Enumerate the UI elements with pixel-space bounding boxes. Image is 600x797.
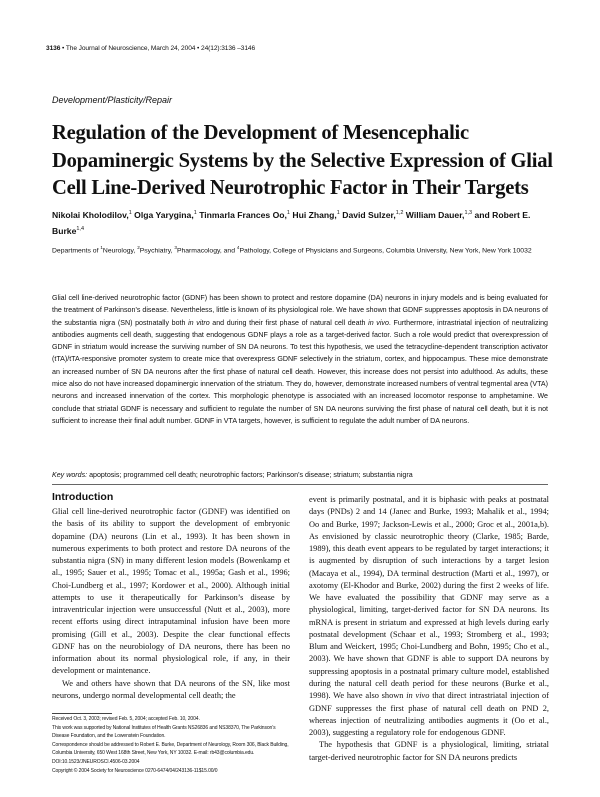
author-name: Hui Zhang, [292,209,337,220]
affiliation-sup: 4 [236,245,240,250]
abstract-text: Glial cell line-derived neurotrophic factor (GDNF) has been shown to protect and restore dopamine (DA) neurons in injury models and is being evaluated for the treatment of Parkinson’s disease. Nevertheless, little is known of its physiological role. We have shown that GDNF suppresses apoptosis in DA neurons of the substantia nigra (SN) postnatally both [52,294,548,327]
body-column-left [52,506,290,702]
body-paragraph: The hypothesis that GDNF is a physiological, limiting, striatal target-derived neurotrophic factor for SN DA neurons predicts [309,740,549,762]
running-head: 3136 • The Journal of Neuroscience, March 24, 2004 • 24(12):3136 –3146 [46,45,256,52]
abstract-text: . Furthermore, intrastriatal injection of neutralizing antibodies augments cell death, suggesting that endogenous GDNF plays a role as a target-derived factor. Such a role would predict that overexpression of GDNF in striatum would increase the surviving number of SN DA neurons. To test this hypothesis, we used the tetracycline-dependent transcription activator (tTA)/tTA-responsive promoter system to create mice that overexpress GDNF selectively in the striatum, cortex, and hippocampus. These mice demonstrate an increased number of SN DA neurons after the first phase of natural cell death. However, this increase does not persist into adulthood. As adults, these mice also do not have increased dopaminergic innervation of the striatum. They do, however, demonstrate increased numbers of ventral tegmental area (VTA) neurons and increased innervation of the cortex. This morphologic phenotype is associated with an increased locomotor response to amphetamine. We conclude that striatal GDNF is necessary and sufficient to regulate the number of SN DA neurons surviving the first phase of natural cell death, but it is not sufficient to increase their final adult number. GDNF in VTA targets, however, is sufficient to regulate the adult number of DA neurons. [52,318,548,425]
author-affil-sup: 1 [336,210,340,216]
author-name: and Robert E. Burke [52,209,531,236]
author-name: Nikolai Kholodilov, [52,209,129,220]
article-title: Regulation of the Development of Mesencephalic Dopaminergic Systems by the Selective Expression of Glial Cell Line-Derived Neurotrophic Factor in Their Targets [52,122,553,199]
affiliation-text: Pathology, College of Physicians and Surgeons, Columbia University, New York, New York 10032 [239,247,532,255]
author-name: Olga Yarygina, [134,209,194,220]
journal-citation: The Journal of Neuroscience, March 24, 2004 [65,45,196,52]
footnote-doi: DOI:10.1523/JNEUROSCI.4506-03.2004 [52,758,140,765]
footnote-copyright: Copyright © 2004 Society for Neuroscience 0270-6474/04/243136-11$15.00/0 [52,767,218,774]
author-affil-sup: 1,2 [395,210,404,216]
author-list [52,206,552,238]
affiliation-text: Neurology, [102,247,138,255]
body-text: event is primarily postnatal, and it is biphasic with peaks at postnatal days (PNDs) 2 and 14 (Janec and Burke, 1993; Mahalik et al., 1994; Oo and Burke, 1997; Jackson-Lewis et al., 2000; Groc et al., 2001a,b). As envisioned by classic neurotrophic theory (Clarke, 1985; Barde, 1989), this death event appears to be regulated by target interactions; it is augmented by disruption of such interactions by a target lesion (Macaya et al., 1994), DA terminal destruction (Marti et al., 1997), or axotomy (El-Khodor and Burke, 2002) during the first 2 weeks of life. We have evaluated the possibility that GDNF may serve as a physiological, limiting, target-derived factor for SN DA neurons. Its mRNA is present in striatum and expressed at high levels during early postnatal development (Schaar et al., 1993; Stromberg et al., 1993; Blum and Weickert, 1995; Choi-Lundberg and Bohn, 1995; Cho et al., 2003). We have shown that GDNF is able to support DA neurons by suppressing apoptosis in a postnatal primary culture model, established during the natural cell death period for these neurons (Burke et al., 1998). We have also shown [309,495,549,701]
body-paragraph: Glial cell line-derived neurotrophic factor (GDNF) was identified on the basis of its ability to support the development of embryonic dopamine (DA) neurons (Lin et al., 1993). It has been shown in numerous experiments to both protect and restore DA neurons of the substantia nigra (SN) in many different lesion models (Bowenkamp et al., 1995; Sauer et al., 1995; Tomac et al., 1995a; Gash et al., 1996; Choi-Lundberg et al., 1997; Kordower et al., 2000). Although initial attempts to use it therapeutically for Parkinson’s disease by intraventricular injection were unsuccessful (Nutt et al., 2003), more recent efforts using direct intraputaminal infusion have been more promising (Gill et al., 2003). Despite the clear functional effects GDNF has on the neurobiology of DA neurons, there has been no information about its normal physiological role, if any, in their development or maintenance. [52,507,290,676]
affiliation-sup: 3 [174,245,177,250]
section-label: Development/Plasticity/Repair [52,95,173,105]
author-affil-sup: 1 [128,210,132,216]
page-number: 3136 [46,45,61,52]
section-divider [52,484,548,485]
body-column-right [309,494,549,764]
footnotes [52,715,292,775]
body-paragraph: We and others have shown that DA neurons of the SN, like most neurons, undergo normal developmental cell death; the [52,678,290,700]
affiliation-prefix: Departments of [52,247,101,255]
author-name: William Dauer, [405,209,465,220]
footnote-support: This work was supported by National Institutes of Health Grants NS26836 and NS38370, The Parkinson’s Disease Foundation, and the Lowenstein Foundation. [52,724,276,740]
author-affil-sup: 1,4 [76,225,85,232]
affiliation-sup: 2 [137,245,140,250]
volume-pages: 24(12):3136 –3146 [201,45,256,52]
author-name: Tinmarla Frances Oo, [199,209,287,220]
keywords-label: Key words: [52,471,88,479]
abstract-text: and during their first phase of natural cell death [209,318,369,327]
abstract-italic: in vitro [188,318,210,327]
abstract-italic: in vivo [368,318,389,327]
abstract [52,292,548,427]
footnote-correspondence: Correspondence should be addressed to Robert E. Burke, Department of Neurology, Room 306, Black Building, Columbia University, 650 West 168th Street, New York, NY 10032. E-mail: rb43@columbia.edu. [52,741,289,757]
affiliations [52,242,550,256]
affiliation-text: Psychiatry, [139,247,175,255]
footnote-received: Received Oct. 3, 2003; revised Feb. 5, 2004; accepted Feb. 10, 2004. [52,716,200,722]
body-text: that direct intrastriatal injection of GDNF suppresses the first phase of natural cell death on PND 2, whereas injection of neutralizing antibodies augments it (Oo et al., 2003), suggesting a regulatory role for endogenous GDNF. [309,691,549,738]
keywords-text: apoptosis; programmed cell death; neurotrophic factors; Parkinson’s disease; striatum; substantia nigra [87,471,413,479]
introduction-heading: Introduction [52,491,114,503]
author-name: David Sulzer, [342,209,396,220]
body-italic: in vivo [406,691,430,701]
author-affil-sup: 1 [193,210,197,216]
footnote-divider [52,713,112,714]
affiliation-text: Pharmacology, and [176,247,237,255]
affiliation-sup: 1 [100,245,103,250]
keywords [52,469,548,481]
author-affil-sup: 1,3 [464,210,473,216]
body-paragraph [309,494,549,739]
author-affil-sup: 1 [286,210,290,216]
